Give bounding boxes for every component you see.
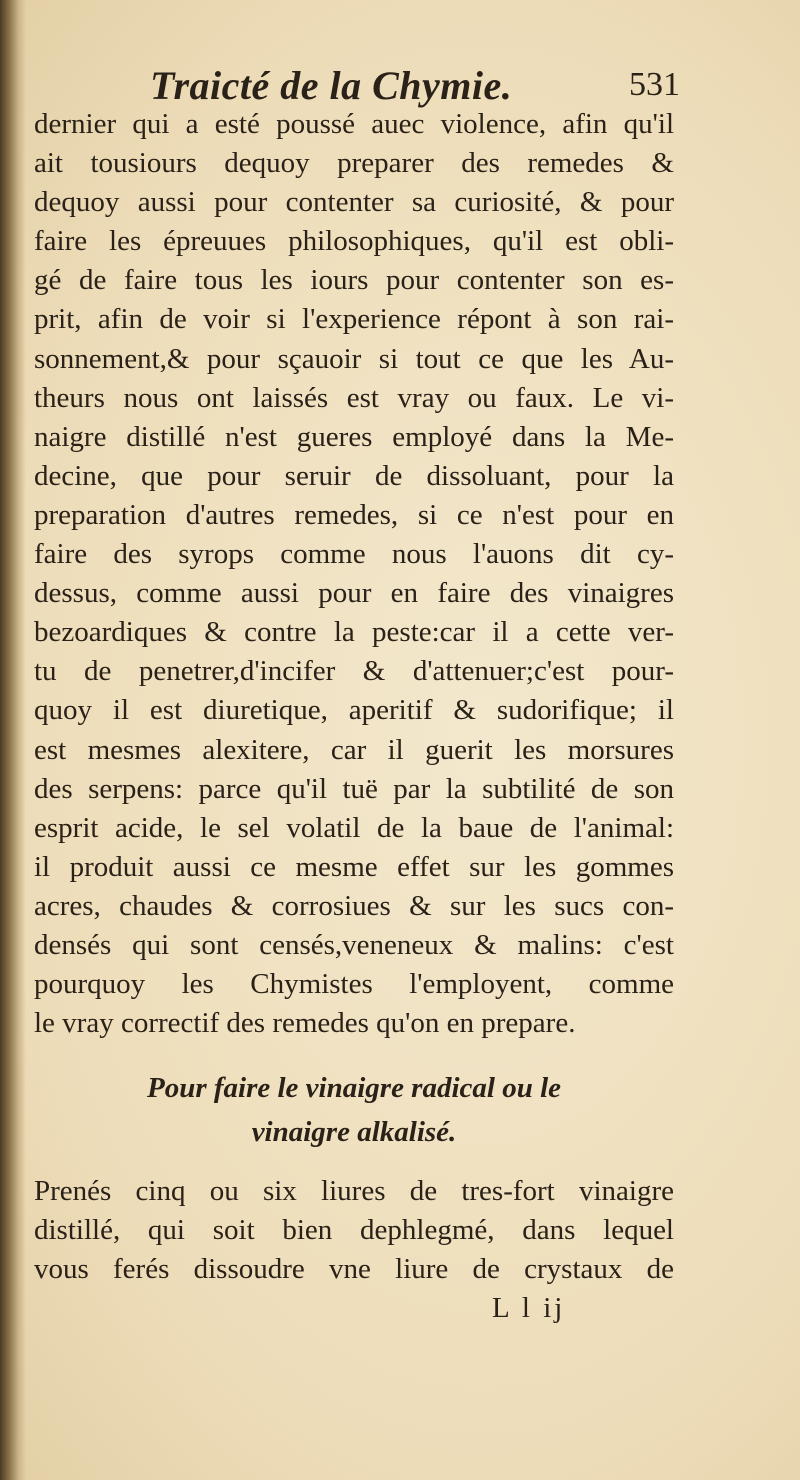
text-line: tu de penetrer,d'incifer & d'attenuer;c'est pour-: [34, 655, 674, 688]
text-line: esprit acide, le sel volatil de la baue de l'animal:: [34, 811, 674, 844]
text-line: le vray correctif des remedes qu'on en prepare.: [34, 1007, 576, 1040]
text-line: ait tousiours dequoy preparer des remedes &: [34, 147, 674, 180]
text-line: vous ferés dissoudre vne liure de crystaux de: [34, 1253, 674, 1286]
section-heading-line-2: vinaigre alkalisé.: [251, 1116, 457, 1148]
signature-mark: L l ij: [492, 1292, 566, 1324]
text-line: acres, chaudes & corrosiues & sur les sucs con-: [34, 889, 674, 922]
text-line: densés qui sont censés,veneneux & malins: c'est: [34, 928, 674, 961]
text-line: sonnement,& pour sçauoir si tout ce que les Au-: [34, 342, 674, 375]
section-heading: [34, 1066, 674, 1154]
text-line: faire des syrops comme nous l'auons dit cy-: [34, 538, 674, 571]
text-line: faire les épreuues philosophiques, qu'il est obli-: [34, 225, 674, 258]
text-line: prit, afin de voir si l'experience répont à son rai-: [34, 303, 674, 336]
text-line: quoy il est diuretique, aperitif & sudorifique; il: [34, 694, 674, 727]
text-line: naigre distillé n'est gueres employé dans la Me-: [34, 420, 674, 453]
paragraph-1: [34, 105, 674, 1043]
text-line: decine, que pour seruir de dissoluant, pour la: [34, 459, 674, 492]
text-line: pourquoy les Chymistes l'employent, comme: [34, 968, 674, 1001]
paragraph-2: [34, 1172, 674, 1289]
text-line: des serpens: parce qu'il tuë par la subtilité de son: [34, 772, 674, 805]
text-line: preparation d'autres remedes, si ce n'est pour en: [34, 498, 674, 531]
text-line: gé de faire tous les iours pour contenter son es-: [34, 264, 674, 297]
text-line: dequoy aussi pour contenter sa curiosité, & pour: [34, 186, 674, 219]
text-line: il produit aussi ce mesme effet sur les gommes: [34, 850, 674, 883]
text-line: dessus, comme aussi pour en faire des vinaigres: [34, 577, 674, 610]
page-number: 531: [629, 66, 680, 103]
text-line: dernier qui a esté poussé auec violence, afin qu'il: [34, 108, 674, 140]
running-title: Traicté de la Chymie.: [150, 63, 513, 108]
text-line: Prenés cinq ou six liures de tres-fort vinaigre: [34, 1175, 674, 1207]
text-line: bezoardiques & contre la peste:car il a cette ver-: [34, 616, 674, 649]
section-heading-line-1: Pour faire le vinaigre radical ou le: [146, 1072, 562, 1104]
text-line: distillé, qui soit bien dephlegmé, dans lequel: [34, 1214, 674, 1247]
page-gutter-shadow: [0, 0, 26, 1480]
text-line: est mesmes alexitere, car il guerit les morsures: [34, 733, 674, 766]
text-line: theurs nous ont laissés est vray ou faux. Le vi-: [34, 381, 674, 414]
